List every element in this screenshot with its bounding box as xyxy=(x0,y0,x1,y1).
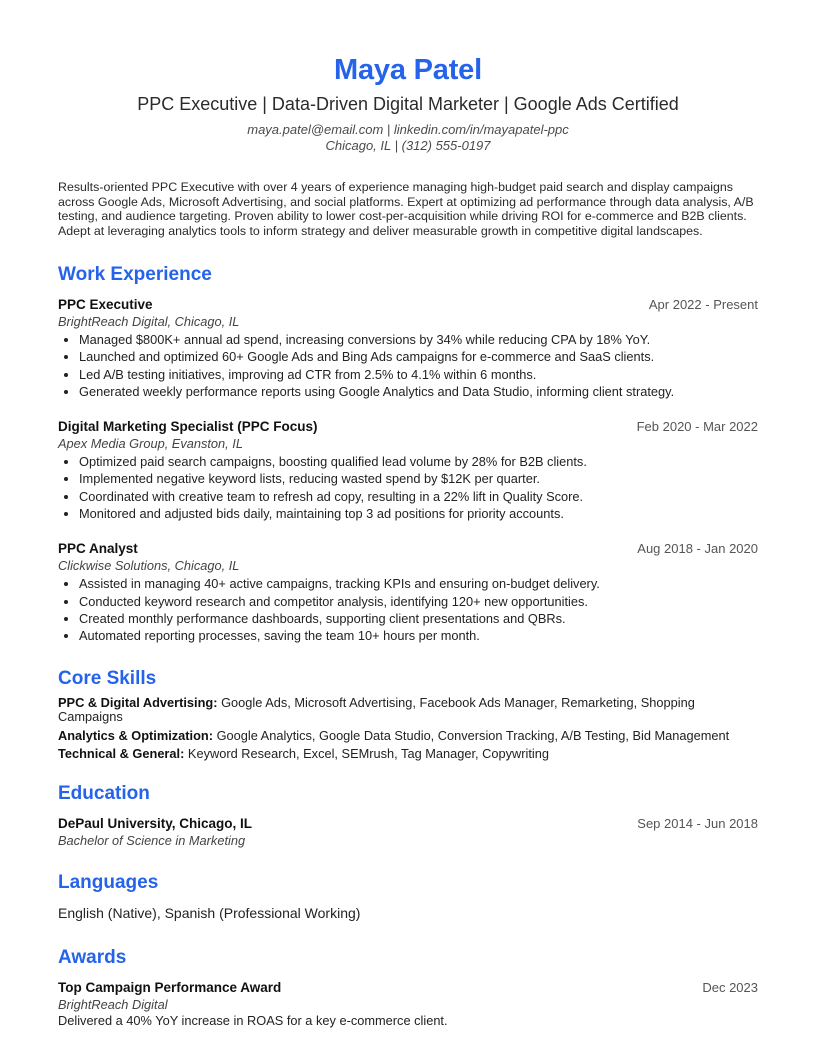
skill-group xyxy=(58,747,758,762)
award-org: BrightReach Digital xyxy=(58,996,168,1012)
job-bullet: • Assisted in managing 40+ active campaigns, tracking KPIs and ensuring on-budget delivery. xyxy=(79,575,758,592)
job-role: Digital Marketing Specialist (PPC Focus) xyxy=(58,419,318,435)
skill-group-label: PPC & Digital Advertising: xyxy=(58,694,218,710)
skill-group-value: Keyword Research, Excel, SEMrush, Tag Manager, Copywriting xyxy=(187,746,550,762)
job-role: PPC Executive xyxy=(58,297,153,312)
job-bullet: • Launched and optimized 60+ Google Ads and Bing Ads campaigns for e-commerce and SaaS clients. xyxy=(79,348,758,365)
education-degree: Bachelor of Science in Marketing xyxy=(58,832,246,848)
job-bullets xyxy=(58,331,758,400)
section-title-awards: Awards xyxy=(58,946,127,968)
job-bullets xyxy=(58,453,758,522)
award-date: Dec 2023 xyxy=(702,979,758,995)
job-entry xyxy=(58,540,758,644)
job-bullet: • Implemented negative keyword lists, reducing wasted spend by $12K per quarter. xyxy=(79,470,758,487)
resume-header xyxy=(58,0,758,154)
education-dates: Sep 2014 - Jun 2018 xyxy=(637,815,758,831)
job-bullet: • Monitored and adjusted bids daily, maintaining top 3 ad positions for priority accounts. xyxy=(79,505,758,522)
job-bullet: • Managed $800K+ annual ad spend, increasing conversions by 34% while reducing CPA by 18% YoY. xyxy=(79,331,758,348)
education-school: DePaul University, Chicago, IL xyxy=(58,815,253,831)
award-name: Top Campaign Performance Award xyxy=(58,979,282,995)
professional-summary: Results-oriented PPC Executive with over 4 years of experience managing high-budget paid search and display campaigns across Google Ads, Microsoft Advertising, and social platforms. Expert at optimizing ad performance through data analysis, A/B testing, and audience targeting. Proven ability to lower cost-per-acquisition while driving ROI for e-commerce and B2B clients. Adept at leveraging analytics tools to inform strategy and deliver measurable growth in competitive digital landscapes. xyxy=(58,180,754,238)
section-title-skills: Core Skills xyxy=(58,667,157,689)
languages-text: English (Native), Spanish (Professional Working) xyxy=(58,904,361,921)
section-title-experience: Work Experience xyxy=(58,264,212,285)
education-header xyxy=(58,815,758,832)
award-entry xyxy=(58,979,758,1029)
contact-location-phone: Chicago, IL | (312) 555-0197 xyxy=(325,138,491,153)
job-company: BrightReach Digital, Chicago, IL xyxy=(58,314,240,329)
job-role: PPC Analyst xyxy=(58,541,138,557)
skill-group-label: Analytics & Optimization: xyxy=(58,727,213,743)
skill-group-value: Google Analytics, Google Data Studio, Conversion Tracking, A/B Testing, Bid Management xyxy=(216,727,730,743)
job-bullet: • Generated weekly performance reports using Google Analytics and Data Studio, informing client strategy. xyxy=(79,383,758,400)
job-entry xyxy=(58,296,758,400)
section-title-education: Education xyxy=(58,782,150,804)
contact-email-linkedin: maya.patel@email.com | linkedin.com/in/mayapatel-ppc xyxy=(247,122,569,137)
job-bullet: • Conducted keyword research and competitor analysis, identifying 120+ new opportunities. xyxy=(79,593,758,610)
job-header xyxy=(58,540,758,557)
job-dates: Aug 2018 - Jan 2020 xyxy=(637,541,758,557)
skill-group-value: Google Ads, Microsoft Advertising, Facebook Ads Manager, Remarketing, Shopping Campaigns xyxy=(58,694,695,725)
skill-group xyxy=(58,729,758,744)
section-work-experience xyxy=(58,263,758,645)
job-dates: Feb 2020 - Mar 2022 xyxy=(636,419,758,435)
skill-group-label: Technical & General: xyxy=(58,746,185,762)
skill-group xyxy=(58,696,758,725)
job-header xyxy=(58,418,758,435)
section-awards xyxy=(58,946,758,1029)
candidate-name: Maya Patel xyxy=(334,54,482,86)
job-header xyxy=(58,296,758,313)
skills-list xyxy=(58,696,758,762)
award-header xyxy=(58,979,758,996)
award-description: Delivered a 40% YoY increase in ROAS for a key e-commerce client. xyxy=(58,1012,448,1028)
candidate-tagline: PPC Executive | Data-Driven Digital Marketer | Google Ads Certified xyxy=(137,94,679,114)
job-entry xyxy=(58,418,758,522)
education-entry xyxy=(58,815,758,849)
job-bullet: • Led A/B testing initiatives, improving ad CTR from 2.5% to 4.1% within 6 months. xyxy=(79,366,758,383)
job-bullet: • Created monthly performance dashboards, supporting client presentations and QBRs. xyxy=(79,610,758,627)
section-core-skills xyxy=(58,667,758,762)
section-languages xyxy=(58,871,758,922)
section-education xyxy=(58,782,758,849)
job-dates: Apr 2022 - Present xyxy=(648,297,758,312)
job-bullet: • Coordinated with creative team to refresh ad copy, resulting in a 22% lift in Quality Score. xyxy=(79,488,758,505)
job-bullets xyxy=(58,575,758,644)
job-company: Apex Media Group, Evanston, IL xyxy=(58,436,243,452)
job-bullet: • Optimized paid search campaigns, boosting qualified lead volume by 28% for B2B clients. xyxy=(79,453,758,470)
job-company: Clickwise Solutions, Chicago, IL xyxy=(58,558,240,574)
section-title-languages: Languages xyxy=(58,871,159,893)
job-bullet: • Automated reporting processes, saving the team 10+ hours per month. xyxy=(79,627,758,644)
